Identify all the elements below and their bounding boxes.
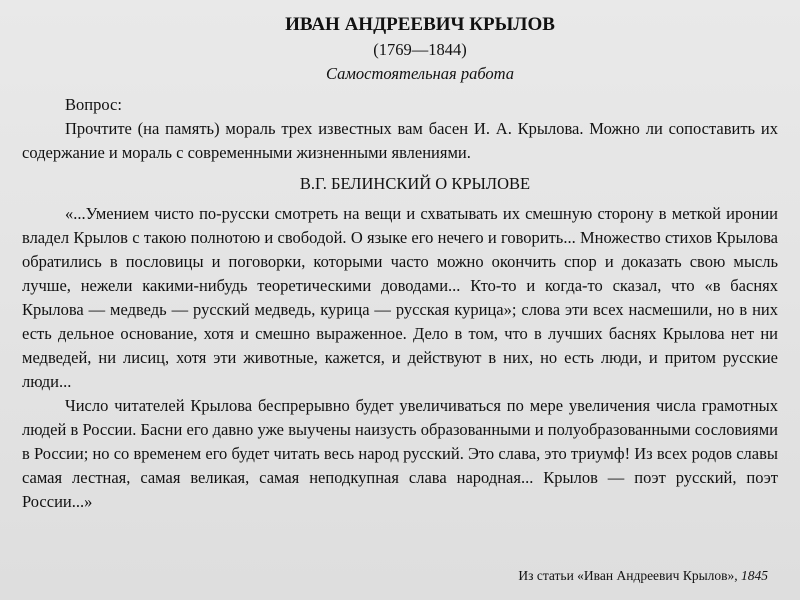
question-text: Прочтите (на память) мораль трех известных вам басен И. А. Крылова. Можно ли сопоставить их содержание и мораль с современными жизненными явлениями.: [22, 119, 778, 162]
question-label: Вопрос:: [65, 95, 122, 114]
page-title: ИВАН АНДРЕЕВИЧ КРЫЛОВ: [285, 14, 555, 35]
quote-paragraph-2: Число читателей Крылова беспрерывно будет увеличиваться по мере увеличения числа грамотных людей в России. Басни его давно уже выучены наизусть образованными и полуобразованными сословиями в России; но со временем его будет читать весь народ русский. Это слава, это триумф! Из всех родов славы самая лестная, самая великая, самая неподкупная слава народная... Крылов — поэт русский, поэт России...»: [22, 396, 778, 511]
source-year: 1845: [741, 568, 768, 583]
source-citation: [518, 567, 768, 585]
source-text: Из статьи «Иван Андреевич Крылов»,: [518, 568, 738, 583]
section-heading: В.Г. БЕЛИНСКИЙ О КРЫЛОВЕ: [299, 174, 531, 193]
life-years: (1769—1844): [373, 40, 467, 59]
page-subtitle: Самостоятельная работа: [325, 64, 515, 83]
quote-paragraph-1: «...Умением чисто по-русски смотреть на вещи и схватывать их смешную сторону в меткой иронии владел Крылов с такою полнотою и свободой. О языке его нечего и говорить... Множество стихов Крылова обратились в пословицы и поговорки, которыми часто можно окончить спор и доказать свою мысль лучше, нежели какими-нибудь теоретическими доводами... Кто-то и когда-то сказал, что «в баснях Крылова — медведь — русский медведь, курица — русская курица»; слова эти всех насмешили, но в них есть дельное основание, хотя и смешно выраженное. Дело в том, что в лучших баснях Крылова нет ни медведей, ни лисиц, хотя эти животные, кажется, и действуют в них, но есть люди, и притом русские люди...: [22, 204, 778, 391]
